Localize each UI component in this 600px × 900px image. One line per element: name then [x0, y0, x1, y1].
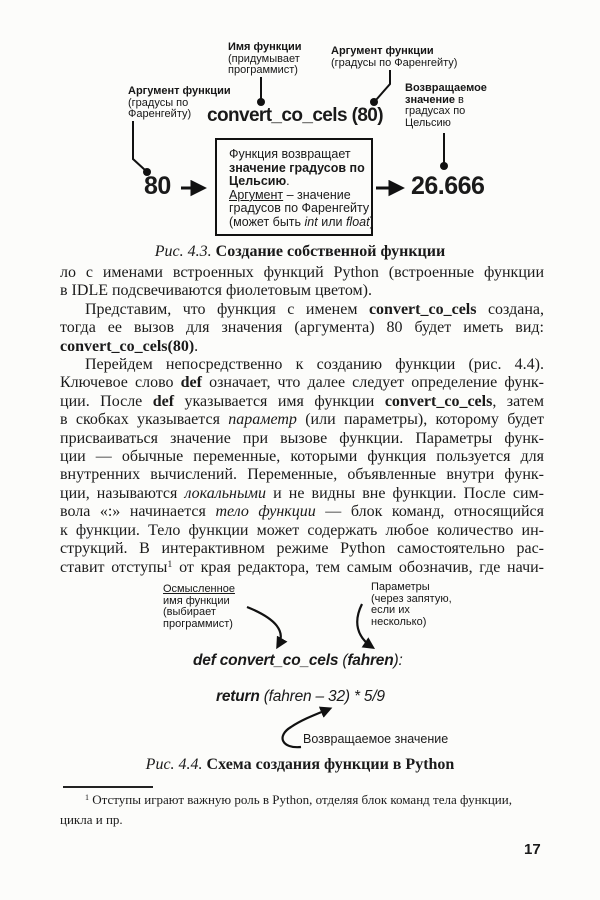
argument-top-label: Аргумент функции (градусы по Фаренгейту): [331, 45, 458, 69]
figure-4-4: [0, 580, 600, 780]
def-code-line: def convert_co_cels (fahren):: [193, 652, 403, 669]
page-number: 17: [524, 841, 541, 858]
curved-arrow-left-icon: [247, 607, 281, 646]
footnote-rule: [63, 786, 153, 788]
curved-arrow-right-icon: [357, 604, 372, 647]
footnote-text: $^1$ Отступы играют важную роль в Python, отделяя блок команд тела функции, цикла и пр.: [60, 792, 512, 828]
return-value-label-44: Возвращаемое значение: [303, 732, 449, 746]
return-value-label-43: Возвращаемое значение в градусах по Цельсию: [405, 82, 487, 129]
figure-4-4-caption: Рис. 4.4. Схема создания функции в Python: [145, 756, 455, 773]
return-connector-dot: [440, 162, 448, 170]
function-call-text: convert_co_cels (80): [207, 105, 383, 126]
argument-left-label: Аргумент функции (градусы по Фаренгейту): [128, 85, 231, 121]
meaningful-name-label: Осмысленное имя функции (выбирает программист): [163, 583, 235, 630]
arg-left-connector-line: [133, 121, 145, 170]
input-value: 80: [144, 172, 171, 200]
figure-4-3-caption: Рис. 4.3. Создание собственной функции: [154, 243, 446, 260]
output-value: 26.666: [411, 172, 485, 200]
arg-top-connector-line: [376, 70, 390, 100]
figure-4-4-connectors: [0, 580, 600, 780]
return-code-line: return (fahren – 32) * 5/9: [216, 688, 385, 705]
function-description-box: Функция возвращает значение градусов по Цельсию. Аргумент – значение градусов по Фаренгейту (может быть int или float): [215, 138, 373, 236]
parameters-label: Параметры (через запятую, если их несколько): [371, 581, 452, 628]
body-text: ло с именами встроенных функций Python (встроенные функции в IDLE подсвечиваются фиолетовым цветом). Представим, что функция с именем convert_co_cels создана, тогда ее вызов для значения (аргумента) 80 будет иметь вид: convert_co_cels(80). Перейдем непосредственно к созданию функции (рис. 4.4). Ключевое слово def означает, что далее следует определение функ- ции. После def указывается имя функции convert_co_cels, затем в скобках указывается параметр (или параметры), которому будет присваиваться значение при вызове функции. Параметры функ- ции — обычные переменные, которыми функция пользуется для внутренних вычислений. Переменные, объявленные внутри функ- ции, называются локальными и не видны вне функции. После сим- вола «:» начинается тело функции — блок команд, относящийся к функции. Тело функции может содержать любое количество ин- струкций. В интерактивном режиме Python самостоятельно рас- ставит отступы$^1$ от края редактора, тем самым обозначив, где начи-: [60, 264, 545, 576]
figure-4-3: [0, 0, 600, 242]
function-name-label: Имя функции (придумывает программист): [228, 41, 302, 77]
